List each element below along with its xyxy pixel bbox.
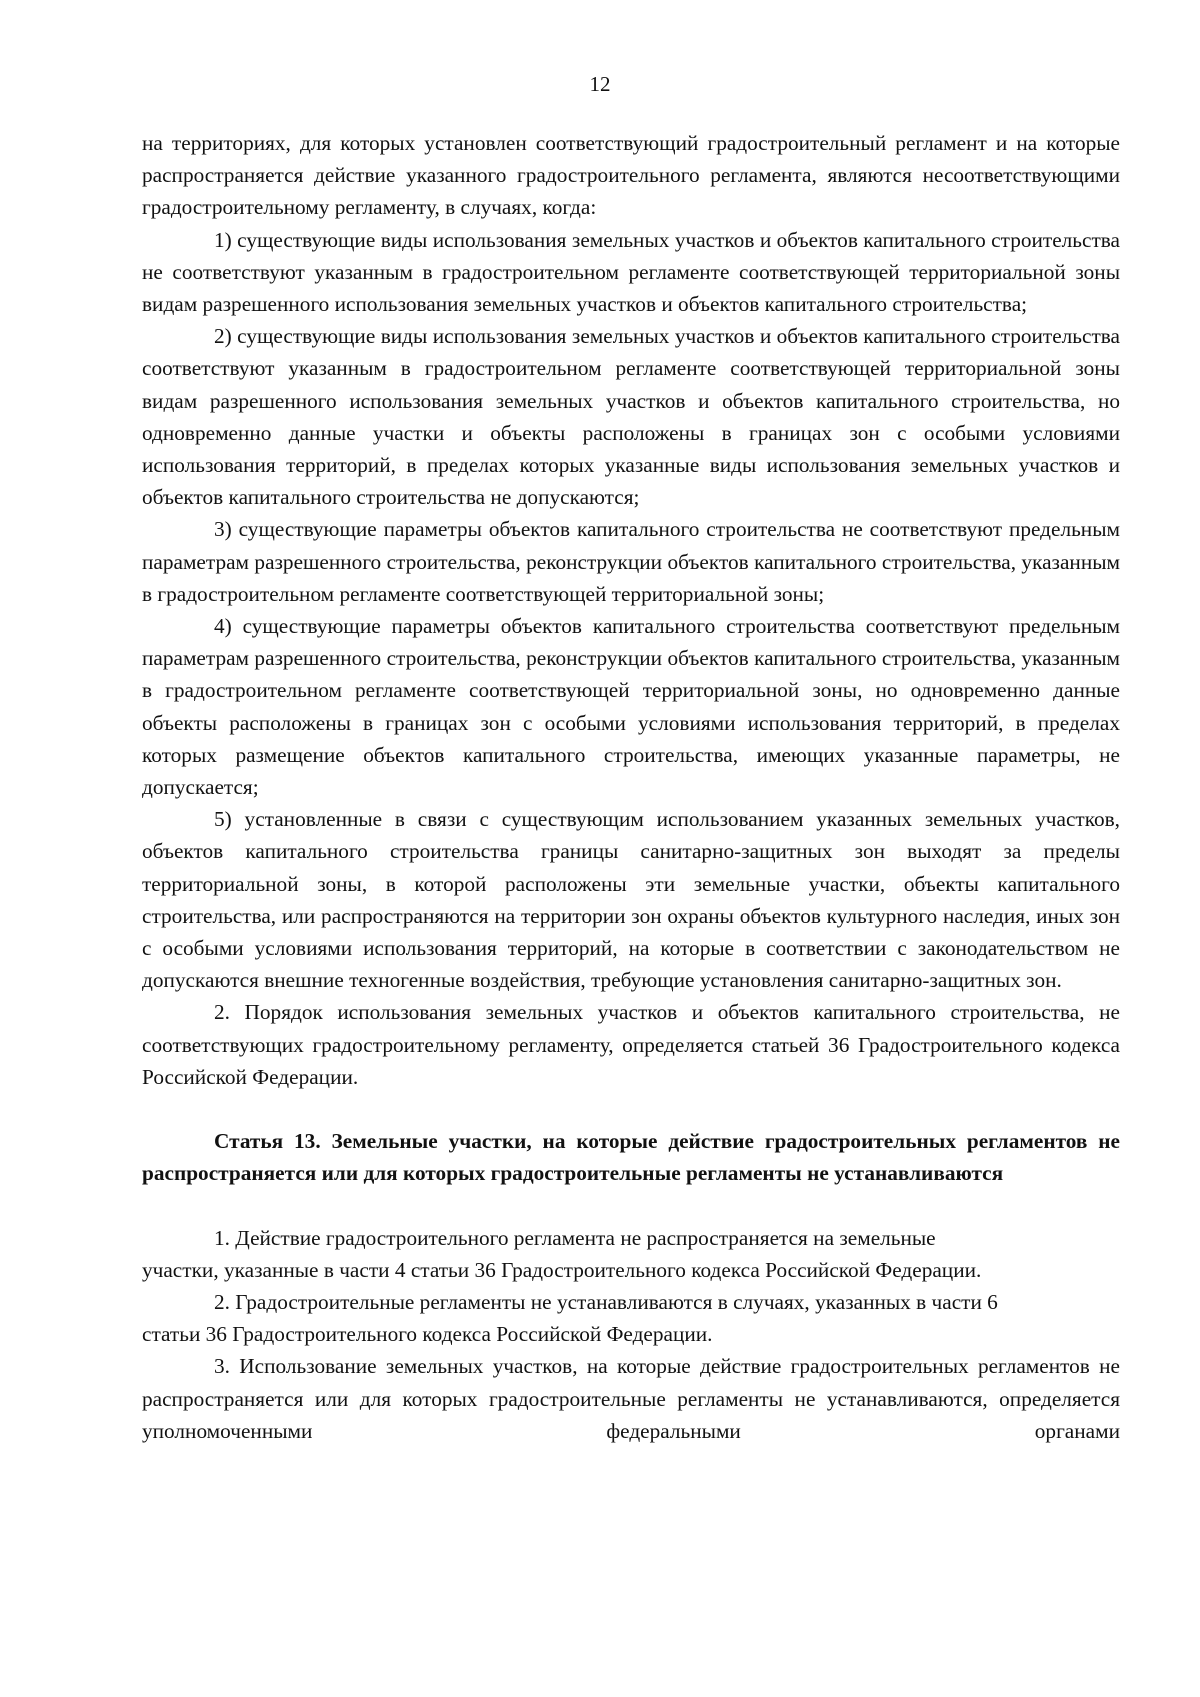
page-number: 12 <box>589 72 611 96</box>
list-item-5: 5) установленные в связи с существующим использованием указанных земельных участков, объектов капитального строительства границы санитарно-защитных зон выходят за пределы территориальной зоны, в которой расположены эти земельные участки, объекты капитального строительства, или распространяются на территории зон охраны объектов культурного наследия, иных зон с особыми условиями использования территорий, на которые в соответствии с законодательством не допускаются внешние техногенные воздействия, требующие установления санитарно-защитных зон. <box>142 807 1120 993</box>
list-item-3: 3) существующие параметры объектов капитального строительства не соответствуют предельным параметрам разрешенного строительства, реконструкции объектов капитального строительства, указанным в градостроительном регламенте соответствующей территориальной зоны; <box>142 517 1120 606</box>
article-13-p2-line-1: 2. Градостроительные регламенты не устанавливаются в случаях, указанных в части 6 <box>214 1289 998 1314</box>
article-13-p2-line-2: статьи 36 Градостроительного кодекса Российской Федерации. <box>142 1322 713 1347</box>
document-body <box>142 127 1120 1447</box>
article-13-p1-line-1: 1. Действие градостроительного регламента не распространяется на земельные <box>214 1225 936 1250</box>
list-item-2: 2) существующие виды использования земельных участков и объектов капитального строительства соответствуют указанным в градостроительном регламенте соответствующей территориальной зоны видам разрешенного использования земельных участков и объектов капитального строительства, но одновременно данные участки и объекты расположены в границах зон с особыми условиями использования территорий, в пределах которых указанные виды использования земельных участков и объектов капитального строительства не допускаются; <box>142 324 1120 510</box>
article-13-p1-line-2: участки, указанные в части 4 статьи 36 Градостроительного кодекса Российской Федерации. <box>142 1257 982 1282</box>
intro-paragraph: на территориях, для которых установлен соответствующий градостроительный регламент и на которые распространяется действие указанного градостроительного регламента, являются несоответствующими градостроительному регламенту, в случаях, когда: <box>142 131 1120 220</box>
article-13-heading: Статья 13. Земельные участки, на которые действие градостроительных регламентов не распространяется или для которых градостроительные регламенты не устанавливаются <box>142 1129 1120 1186</box>
article-13-paragraph-2 <box>142 1286 1120 1350</box>
list-item-1: 1) существующие виды использования земельных участков и объектов капитального строительства не соответствуют указанным в градостроительном регламенте соответствующей территориальной зоны видам разрешенного использования земельных участков и объектов капитального строительства; <box>142 227 1120 317</box>
article-13-paragraph-1 <box>142 1222 1120 1286</box>
article-13-paragraph-3: 3. Использование земельных участков, на которые действие градостроительных регламентов не распространяется или для которых градостроительные регламенты не устанавливаются, определяется уполномоченными федеральными органами <box>142 1354 1120 1443</box>
paragraph-2: 2. Порядок использования земельных участков и объектов капитального строительства, не соответствующих градостроительному регламенту, определяется статьей 36 Градостроительного кодекса Российской Федерации. <box>142 1000 1120 1089</box>
list-item-4: 4) существующие параметры объектов капитального строительства соответствуют предельным параметрам разрешенного строительства, реконструкции объектов капитального строительства, указанным в градостроительном регламенте соответствующей территориальной зоны, но одновременно данные объекты расположены в границах зон с особыми условиями использования территорий, в пределах которых размещение объектов капитального строительства, имеющих указанные параметры, не допускается; <box>142 614 1120 800</box>
